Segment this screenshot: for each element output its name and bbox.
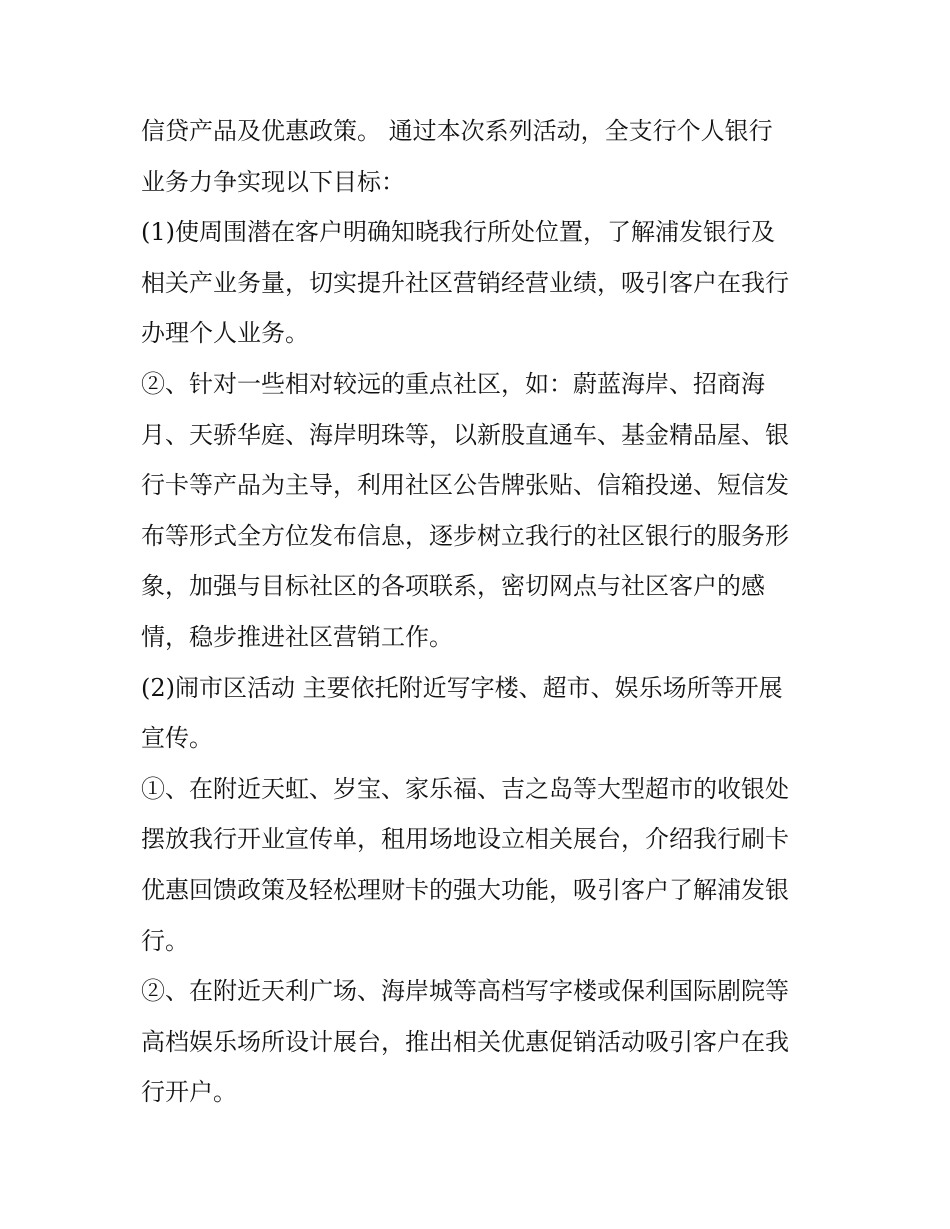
text-line-13: 宣传。 xyxy=(141,724,213,753)
text-line-10: 象，加强与目标社区的各项联系，密切网点与社区客户的感 xyxy=(141,572,765,601)
text-line-12: (2)闹市区活动 主要依托附近写字楼、超市、娱乐场所等开展 xyxy=(141,673,783,702)
text-line-1: 信贷产品及优惠政策。 通过本次系列活动，全支行个人银行 xyxy=(141,117,773,145)
text-line-2: 业务力争实现以下目标： xyxy=(141,167,405,196)
text-line-16: 优惠回馈政策及轻松理财卡的强大功能，吸引客户了解浦发银 xyxy=(141,875,789,904)
text-line-20: 行开户。 xyxy=(141,1078,237,1107)
text-line-18: ②、在附近天利广场、海岸城等高档写字楼或保利国际剧院等 xyxy=(141,977,789,1006)
text-line-6: ②、针对一些相对较远的重点社区，如：蔚蓝海岸、招商海 xyxy=(141,369,765,398)
text-line-19: 高档娱乐场所设计展台，推出相关优惠促销活动吸引客户在我 xyxy=(141,1027,789,1056)
text-line-5: 办理个人业务。 xyxy=(141,319,309,348)
text-line-14: ①、在附近天虹、岁宝、家乐福、吉之岛等大型超市的收银处 xyxy=(141,774,789,803)
text-line-11: 情，稳步推进社区营销工作。 xyxy=(141,622,453,651)
document-body xyxy=(141,106,816,1118)
text-line-17: 行。 xyxy=(141,926,189,955)
text-line-3: (1)使周围潜在客户明确知晓我行所处位置，了解浦发银行及 xyxy=(141,218,775,247)
text-line-15: 摆放我行开业宣传单，租用场地设立相关展台，介绍我行刷卡 xyxy=(141,825,789,854)
text-line-4: 相关产业务量，切实提升社区营销经营业绩，吸引客户在我行 xyxy=(141,268,789,297)
text-line-7: 月、天骄华庭、海岸明珠等，以新股直通车、基金精品屋、银 xyxy=(141,420,789,449)
text-line-8: 行卡等产品为主导，利用社区公告牌张贴、信箱投递、短信发 xyxy=(141,471,789,500)
text-line-9: 布等形式全方位发布信息，逐步树立我行的社区银行的服务形 xyxy=(141,521,789,550)
